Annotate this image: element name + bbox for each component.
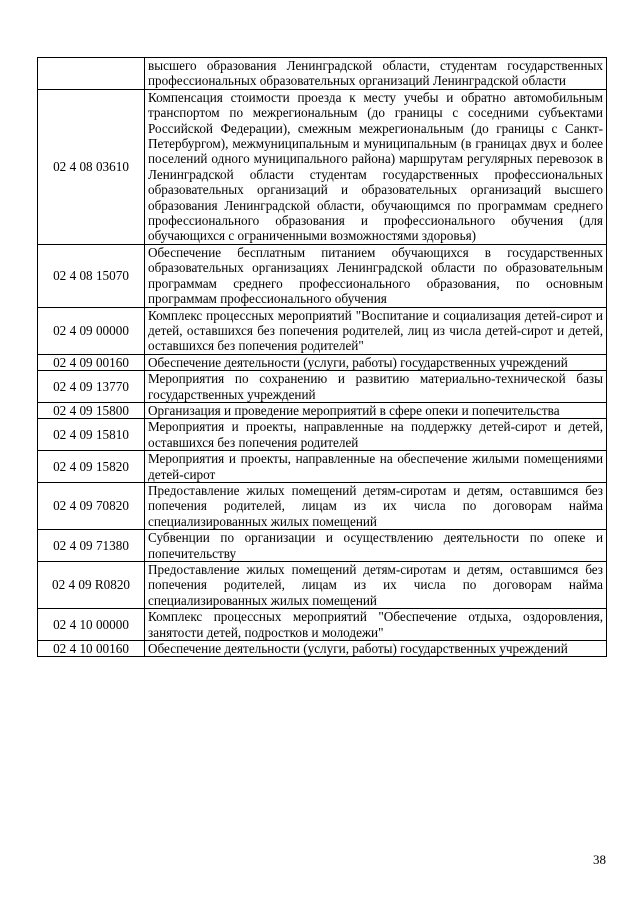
row-description: Мероприятия и проекты, направленные на обеспечение жилыми помещениями детей-сирот xyxy=(145,451,607,483)
table-row xyxy=(38,307,607,354)
table-row xyxy=(38,402,607,418)
table-row xyxy=(38,482,607,529)
row-description: Обеспечение деятельности (услуги, работы) государственных учреждений xyxy=(145,641,607,657)
row-code: 02 4 09 13770 xyxy=(38,371,145,403)
row-code: 02 4 08 15070 xyxy=(38,244,145,307)
row-code: 02 4 09 15810 xyxy=(38,419,145,451)
table-body xyxy=(38,58,607,657)
row-description: Компенсация стоимости проезда к месту учебы и обратно автомобильным транспортом по межрегиональным (до границы с соседними субъектами Российской Федерации), смежным межрегиональным (до границы с Санкт-Петербургом), межмуниципальным и муниципальным (в границах двух и более поселений одного муниципального района) маршрутам регулярных перевозок в Ленинградской области студентам государственных профессиональных образовательных организаций и образовательных организаций высшего образования Ленинградской области, обучающимся по программам среднего профессионального образования и профессионального обучения (для обучающихся с ограниченными возможностями здоровья) xyxy=(145,89,607,244)
table-row xyxy=(38,530,607,562)
row-code: 02 4 10 00000 xyxy=(38,609,145,641)
row-code xyxy=(38,58,145,90)
row-code: 02 4 09 71380 xyxy=(38,530,145,562)
row-description: высшего образования Ленинградской области, студентам государственных профессиональных образовательных организаций Ленинградской области xyxy=(145,58,607,90)
row-code: 02 4 09 00000 xyxy=(38,307,145,354)
budget-classification-table xyxy=(37,57,607,657)
row-code: 02 4 09 15820 xyxy=(38,451,145,483)
table-row xyxy=(38,419,607,451)
row-description: Комплекс процессных мероприятий "Обеспечение отдыха, оздоровления, занятости детей, подростков и молодежи" xyxy=(145,609,607,641)
row-description: Предоставление жилых помещений детям-сиротам и детям, оставшимся без попечения родителей, лицам из их числа по договорам найма специализированных жилых помещений xyxy=(145,562,607,609)
table-row xyxy=(38,58,607,90)
row-description: Обеспечение деятельности (услуги, работы) государственных учреждений xyxy=(145,354,607,370)
row-code: 02 4 09 00160 xyxy=(38,354,145,370)
table-row xyxy=(38,562,607,609)
table-row xyxy=(38,451,607,483)
row-code: 02 4 08 03610 xyxy=(38,89,145,244)
row-code: 02 4 09 70820 xyxy=(38,482,145,529)
table-row xyxy=(38,354,607,370)
row-description: Предоставление жилых помещений детям-сиротам и детям, оставшимся без попечения родителей, лицам из их числа по договорам найма специализированных жилых помещений xyxy=(145,482,607,529)
row-description: Субвенции по организации и осуществлению деятельности по опеке и попечительству xyxy=(145,530,607,562)
table-row xyxy=(38,371,607,403)
row-description: Мероприятия и проекты, направленные на поддержку детей-сирот и детей, оставшихся без попечения родителей xyxy=(145,419,607,451)
row-code: 02 4 10 00160 xyxy=(38,641,145,657)
row-code: 02 4 09 15800 xyxy=(38,402,145,418)
row-description: Комплекс процессных мероприятий "Воспитание и социализация детей-сирот и детей, оставшихся без попечения родителей, лиц из числа детей-сирот и детей, оставшихся без попечения родителей" xyxy=(145,307,607,354)
row-description: Обеспечение бесплатным питанием обучающихся в государственных образовательных организациях Ленинградской области по образовательным программам среднего профессионального образования, по основным программам профессионального обучения xyxy=(145,244,607,307)
row-description: Организация и проведение мероприятий в сфере опеки и попечительства xyxy=(145,402,607,418)
table-row xyxy=(38,89,607,244)
row-code: 02 4 09 R0820 xyxy=(38,562,145,609)
row-description: Мероприятия по сохранению и развитию материально-технической базы государственных учреждений xyxy=(145,371,607,403)
page-number: 38 xyxy=(593,852,606,867)
table-row xyxy=(38,609,607,641)
table-row xyxy=(38,244,607,307)
table-row xyxy=(38,641,607,657)
